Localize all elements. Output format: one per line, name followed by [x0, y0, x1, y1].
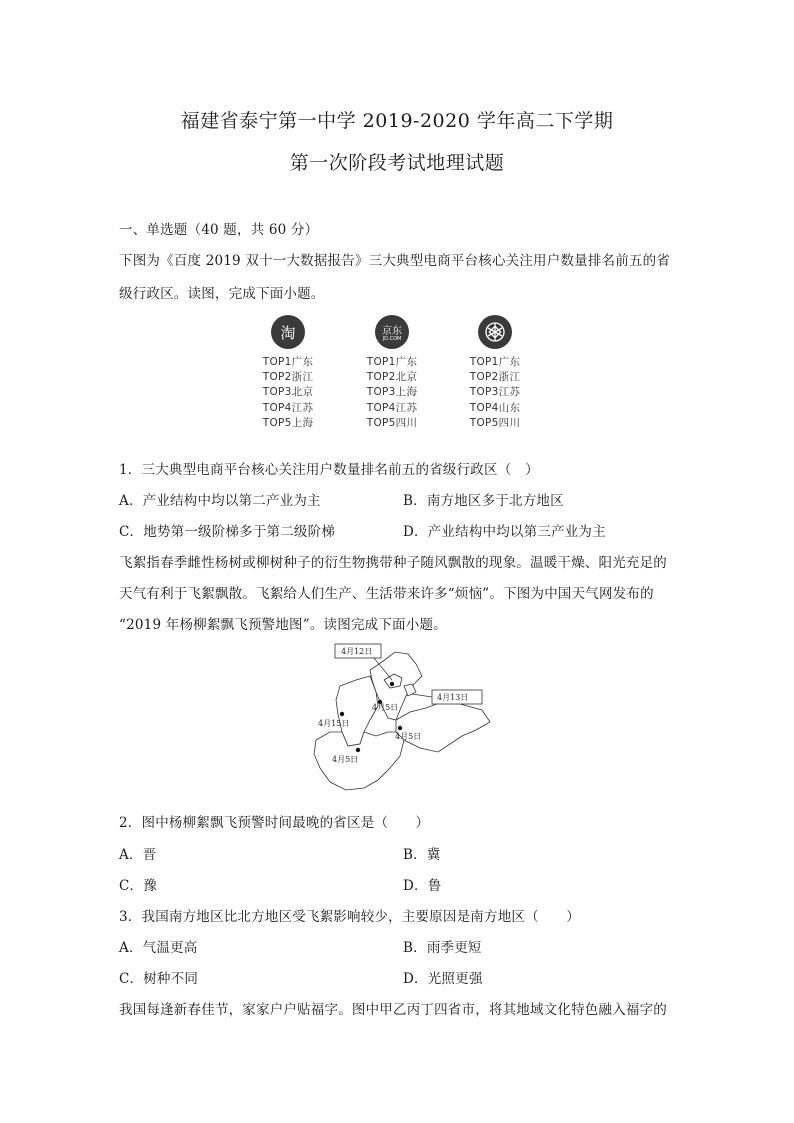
title-line-1: 福建省泰宁第一中学 2019-2020 学年高二下学期 [180, 110, 614, 132]
q1-stem: 1．三大典型电商平台核心关注用户数量排名前五的省级行政区（ ） [119, 462, 539, 478]
q1-option-c: C．地势第一级阶梯多于第二级阶梯 [119, 524, 336, 540]
q2-option-c: C．豫 [119, 878, 157, 894]
q3-option-d: D．光照更强 [403, 971, 483, 987]
rank-item: TOP1广东 [262, 356, 314, 368]
rank-item: TOP5上海 [262, 416, 314, 429]
q2-option-a: A．晋 [119, 847, 157, 863]
q1-option-d: D．产业结构中均以第三产业为主 [403, 524, 606, 540]
rank-item: TOP2浙江 [469, 371, 521, 384]
q3-stem: 3．我国南方地区比北方地区受飞絮影响较少，主要原因是南方地区（ ） [119, 909, 580, 925]
rank-item: TOP1广东 [469, 356, 521, 368]
title-line-2: 第一次阶段考试地理试题 [289, 152, 505, 174]
map-label: 4月5日 [332, 755, 359, 764]
q3-option-b: B．雨季更短 [403, 940, 482, 956]
rank-item: TOP2浙江 [262, 371, 314, 384]
q3-option-c: C．树种不同 [119, 971, 199, 987]
rank-item: TOP4江苏 [262, 401, 314, 414]
rank-item: TOP3上海 [366, 386, 418, 399]
taobao-logo-icon: 淘 [271, 315, 305, 349]
q2-option-d: D．鲁 [403, 878, 442, 894]
platform-taobao [243, 315, 333, 431]
q2-stem: 2．图中杨柳絮飘飞预警时间最晚的省区是（ ） [119, 815, 430, 831]
rank-item: TOP5四川 [469, 416, 521, 429]
map-label: 4月5日 [395, 732, 422, 741]
intro3-line1: 我国每逢新春佳节，家家户户贴福字。图中甲乙丙丁四省市，将其地域文化特色融入福字的 [119, 1002, 667, 1018]
jd-logo-icon: 京东 JD.COM [375, 315, 409, 349]
rank-item: TOP4山东 [469, 401, 521, 414]
section-heading: 一、单选题（40 题，共 60 分） [119, 222, 319, 238]
catkin-warning-map [300, 640, 500, 800]
intro2-line3: “2019 年杨柳絮飘飞预警地图”。读图完成下面小题。 [119, 617, 447, 633]
intro2-line1: 飞絮指春季雌性杨树或柳树种子的衍生物携带种子随风飘散的现象。温暖干燥、阳光充足的 [119, 555, 667, 571]
map-label: 4月12日 [341, 647, 373, 656]
intro1-line1: 下图为《百度 2019 双十一大数据报告》三大典型电商平台核心关注用户数量排名前五的省 [119, 253, 671, 269]
rank-item: TOP1广东 [366, 356, 418, 368]
map-label: 4月13日 [437, 693, 469, 702]
q1-option-a: A．产业结构中均以第二产业为主 [119, 493, 321, 509]
intro1-line2: 级行政区。读图，完成下面小题。 [119, 286, 325, 302]
rank-item: TOP4江苏 [366, 401, 418, 414]
rank-item: TOP5四川 [366, 416, 418, 429]
platform-tmall [450, 315, 540, 431]
map-dot [398, 726, 402, 730]
intro2-line2: 天气有利于飞絮飘散。飞絮给人们生产、生活带来许多“烦恼”。下图为中国天气网发布的 [119, 586, 654, 602]
map-dot [356, 748, 360, 752]
map-label: 4月15日 [318, 719, 350, 728]
rank-item: TOP2北京 [366, 371, 418, 384]
map-dot [390, 682, 394, 686]
map-label: 4月5日 [372, 703, 399, 712]
map-region-shandong [396, 702, 490, 752]
tmall-logo-icon [478, 315, 512, 349]
rank-item: TOP3江苏 [469, 386, 521, 399]
map-dot [340, 712, 344, 716]
q2-option-b: B．冀 [403, 847, 441, 863]
q1-option-b: B．南方地区多于北方地区 [403, 493, 564, 509]
platform-jd [347, 315, 437, 431]
rank-item: TOP3北京 [262, 386, 314, 399]
q3-option-a: A．气温更高 [119, 940, 198, 956]
